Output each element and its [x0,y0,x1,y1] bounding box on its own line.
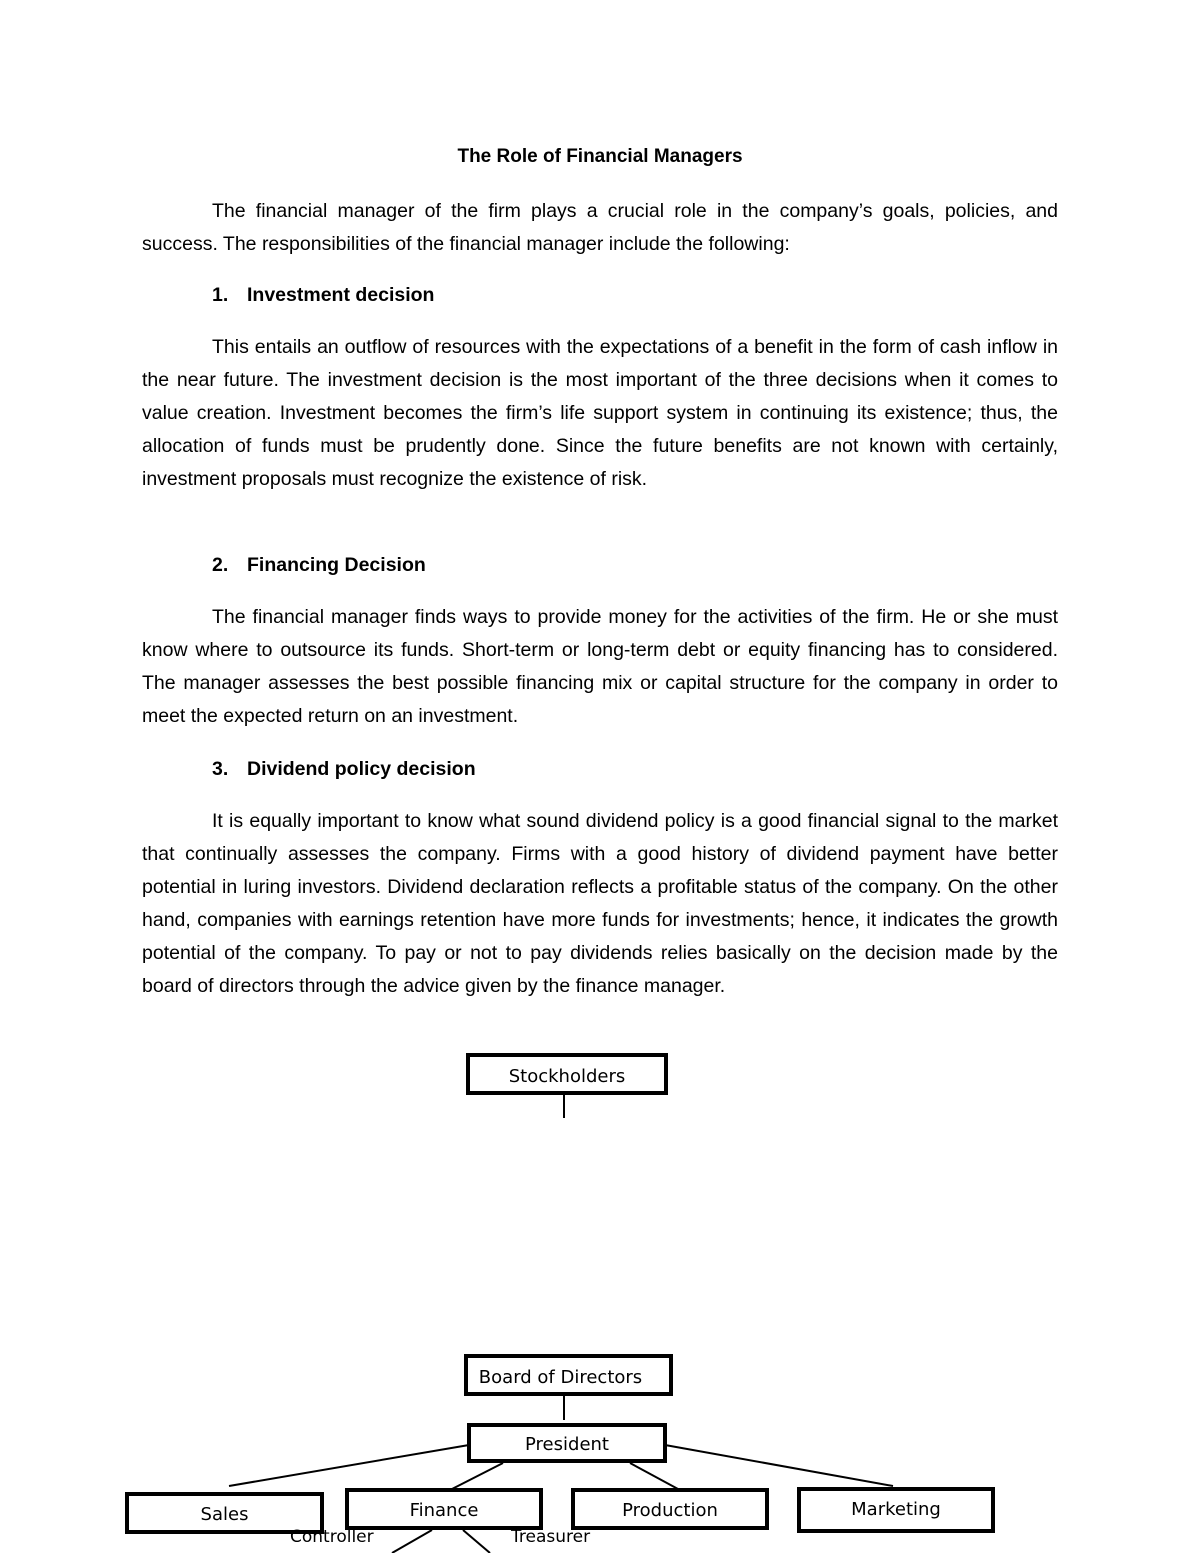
section-number: 2. [212,554,229,576]
treasurer-label: Treasurer [511,1527,591,1547]
section-body-dividend: It is equally important to know what sound dividend policy is a good financial signal to the market that continually assesses the company. Firms with a good history of dividend payment have better potential in luring investors. Dividend declaration reflects a profitable status of the company. On the other hand, companies with earnings retention have more funds for investments; hence, it indicates the growth potential of the company. To pay or not to pay dividends relies basically on the decision made by the board of directors through the advice given by the finance manager. [142,810,1058,997]
connector-production [630,1463,678,1489]
production-label: Production [622,1500,718,1521]
connector-marketing [665,1445,893,1486]
president-label: President [525,1434,609,1455]
section-heading-text: Financing Decision [247,554,426,576]
section-number: 3. [212,758,229,780]
marketing-label: Marketing [851,1499,941,1520]
stockholders-label: Stockholders [508,1066,626,1087]
document-title: The Role of Financial Managers [457,146,743,167]
section-heading-text: Investment decision [247,284,435,306]
connector-finance [452,1463,503,1489]
section-body-investment: This entails an outflow of resources with the expectations of a benefit in the form of cash inflow in the near future. The investment decision is the most important of the three decisions when it comes to value creation. Investment becomes the firm’s life support system in continuing its existence; thus, the allocation of funds must be prudently done. Since the future benefits are not known with certainly, investment proposals must recognize the existence of risk. [142,336,1058,490]
section-body-financing: The financial manager finds ways to provide money for the activities of the firm. He or she must know where to outsource its funds. Short-term or long-term debt or equity financing has to considered. The manager assesses the best possible financing mix or capital structure for the company in order to meet the expected return on an investment. [142,606,1058,727]
connector-treasurer [463,1530,490,1553]
intro-paragraph: The financial manager of the firm plays a crucial role in the company’s goals, policies, and success. The responsibilities of the financial manager include the following: [142,200,1058,255]
controller-label: Controller [290,1527,374,1547]
connector-controller [392,1530,432,1553]
board-label: Board of Directors [478,1367,643,1388]
section-number: 1. [212,284,229,306]
section-heading-text: Dividend policy decision [247,758,476,780]
finance-label: Finance [409,1500,479,1521]
connector-sales [229,1445,469,1486]
sales-label: Sales [200,1504,249,1525]
